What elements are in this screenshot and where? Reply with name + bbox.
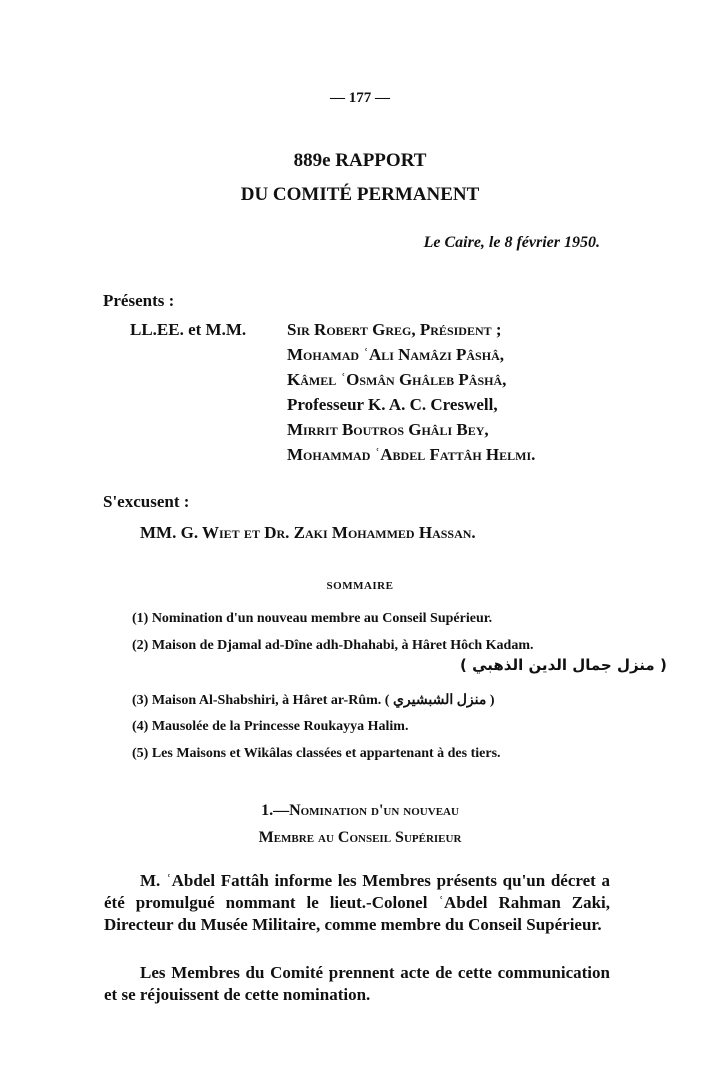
excuse-label: S'excusent : xyxy=(103,492,190,511)
body-paragraph: Les Membres du Comité prennent acte de cette communication et se réjouissent de cette nomination. xyxy=(104,963,610,1004)
member-line: Mohammad ʿAbdel Fattâh Helmi. xyxy=(287,445,536,464)
excuse-line: MM. G. Wiet et Dr. Zaki Mohammed Hassan. xyxy=(140,523,476,542)
arabic-annotation: ( منزل جمال الدين الذهبي ) xyxy=(460,656,667,674)
section-heading: 1.—Nomination d'un nouveau xyxy=(261,802,459,819)
sommaire-item: (3) Maison Al-Shabshiri, à Hâret ar-Rûm. ( منزل الشبشيري ) xyxy=(132,693,495,708)
page-number: — 177 — xyxy=(330,90,390,106)
member-line: Sir Robert Greg, Président ; xyxy=(287,320,502,339)
sommaire-heading: SOMMAIRE xyxy=(326,580,394,592)
body-paragraph: M. ʿAbdel Fattâh informe les Membres présents qu'un décret a été promulgué nommant le lieut.-Colonel ʿAbdel Rahman Zaki, Directeur du Musée Militaire, comme membre du Conseil Supérieur. xyxy=(104,871,610,934)
member-line: Kâmel ʿOsmân Ghâleb Pâshâ, xyxy=(287,370,507,389)
report-subtitle: DU COMITÉ PERMANENT xyxy=(240,184,480,205)
sommaire-item: (2) Maison de Djamal ad-Dîne adh-Dhahabi, à Hâret Hôch Kadam. xyxy=(132,638,534,653)
member-line: Mirrit Boutros Ghâli Bey, xyxy=(287,420,489,439)
presents-label: Présents : xyxy=(103,291,175,310)
report-title: 889e RAPPORT xyxy=(293,150,427,171)
llee-label: LL.EE. et M.M. xyxy=(130,320,247,339)
member-line: Mohamad ʿAli Namâzi Pâshâ, xyxy=(287,345,504,364)
sommaire-item: (4) Mausolée de la Princesse Roukayya Halim. xyxy=(132,719,409,734)
member-line: Professeur K. A. C. Creswell, xyxy=(287,395,498,414)
section-heading: Membre au Conseil Supérieur xyxy=(258,829,462,846)
sommaire-item: (5) Les Maisons et Wikâlas classées et appartenant à des tiers. xyxy=(132,746,501,761)
sommaire-item: (1) Nomination d'un nouveau membre au Conseil Supérieur. xyxy=(132,611,493,626)
dateline: Le Caire, le 8 février 1950. xyxy=(423,234,600,251)
